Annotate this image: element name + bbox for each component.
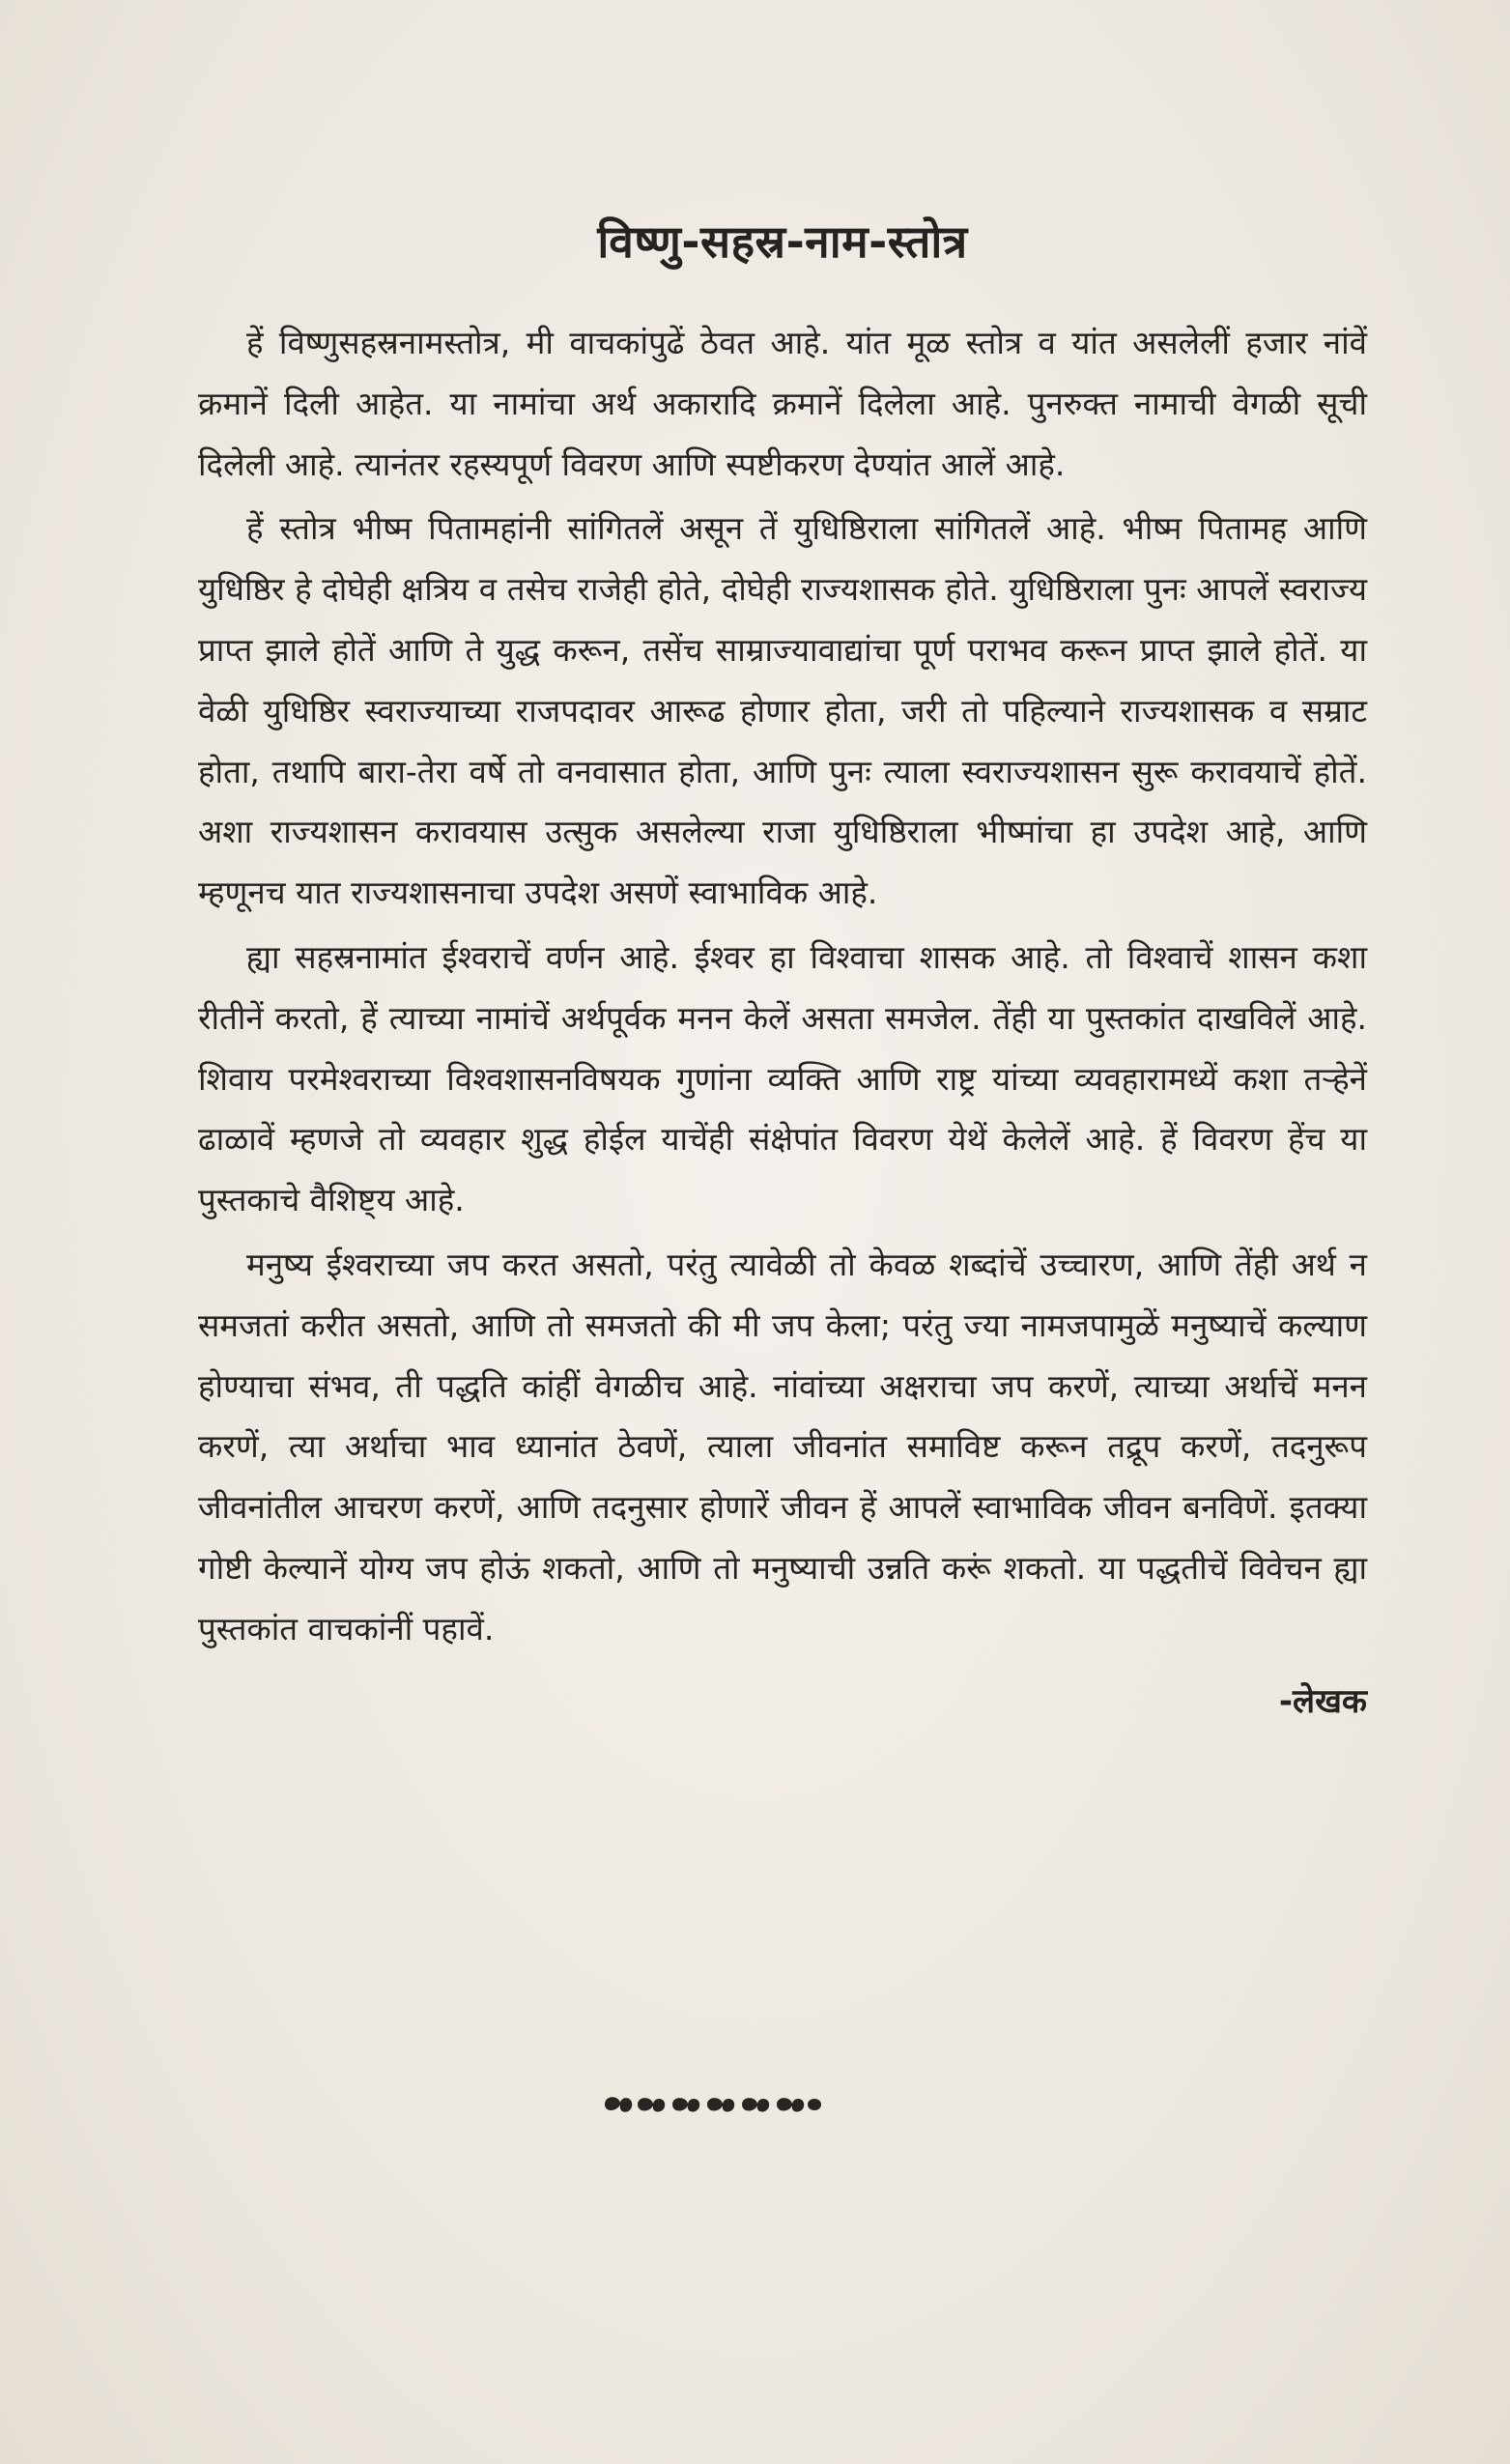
floral-divider-icon <box>599 2087 827 2122</box>
preface-text <box>198 211 1367 1722</box>
page-title: विष्णु-सहस्र-नाम-स्तोत्र <box>597 215 968 268</box>
paragraph-3: ह्या सहस्रनामांत ईश्वराचें वर्णन आहे. ईश्वर हा विश्वाचा शासक आहे. तो विश्वाचें शासन कशा रीतीनें करतो, हें त्याच्या नामांचें अर्थपूर्वक मनन केलें असता समजेल. तेंही या पुस्तकांत दाखविलें आहे. शिवाय परमेश्वराच्या विश्वशासनविषयक गुणांना व्यक्ति आणि राष्ट्र यांच्या व्यवहारामध्यें कशा तऱ्हेनें ढाळावें म्हणजे तो व्यवहार शुद्ध होईल याचेंही संक्षेपांत विवरण येथें केलेलें आहे. हें विवरण हेंच या पुस्तकाचे वैशिष्ट्य आहे. <box>198 937 1367 1219</box>
paragraph-2: हें स्तोत्र भीष्म पितामहांनी सांगितलें असून तें युधिष्ठिराला सांगितलें आहे. भीष्म पितामह आणि युधिष्ठिर हे दोघेही क्षत्रिय व तसेच राजेही होते, दोघेही राज्यशासक होते. युधिष्ठिराला पुनः आपलें स्वराज्य प्राप्त झाले होतें आणि ते युद्ध करून, तसेंच साम्राज्यावाद्यांचा पूर्ण पराभव करून प्राप्त झाले होतें. या वेळी युधिष्ठिर स्वराज्याच्या राजपदावर आरूढ होणार होता, जरी तो पहिल्याने राज्यशासक व सम्राट होता, तथापि बारा-तेरा वर्षे तो वनवासात होता, आणि पुनः त्याला स्वराज्यशासन सुरू करावयाचें होतें. अशा राज्यशासन करावयास उत्सुक असलेल्या राजा युधिष्ठिराला भीष्मांचा हा उपदेश आहे, आणि म्हणूनच यात राज्यशासनाचा उपदेश असणें स्वाभाविक आहे. <box>198 509 1367 912</box>
author-signature: -लेखक <box>1278 1681 1367 1721</box>
paragraph-4: मनुष्य ईश्वराच्या जप करत असतो, परंतु त्यावेळी तो केवळ शब्दांचें उच्चारण, आणि तेंही अर्थ न समजतां करीत असतो, आणि तो समजतो की मी जप केला; परंतु ज्या नामजपामुळें मनुष्याचें कल्याण होण्याचा संभव, ती पद्धति कांहीं वेगळीच आहे. नांवांच्या अक्षराचा जप करणें, त्याच्या अर्थाचें मनन करणें, त्या अर्थाचा भाव ध्यानांत ठेवणें, त्याला जीवनांत समाविष्ट करून तद्रूप करणें, तदनुरूप जीवनांतील आचरण करणें, आणि तदनुसार होणारें जीवन हें आपलें स्वाभाविक जीवन बनविणें. इतक्या गोष्टी केल्यानें योग्य जप होऊं शकतो, आणि तो मनुष्याची उन्नति करूं शकतो. या पद्धतीचें विवेचन ह्या पुस्तकांत वाचकांनीं पहावें. <box>198 1245 1367 1647</box>
paragraph-1: हें विष्णुसहस्रनामस्तोत्र, मी वाचकांपुढें ठेवत आहे. यांत मूळ स्तोत्र व यांत असलेलीं हजार नांवें क्रमानें दिली आहेत. या नामांचा अर्थ अकारादि क्रमानें दिलेला आहे. पुनरुक्त नामाची वेगळी सूची दिलेली आहे. त्यानंतर रहस्यपूर्ण विवरण आणि स्पष्टीकरण देण्यांत आलें आहे. <box>198 324 1367 483</box>
